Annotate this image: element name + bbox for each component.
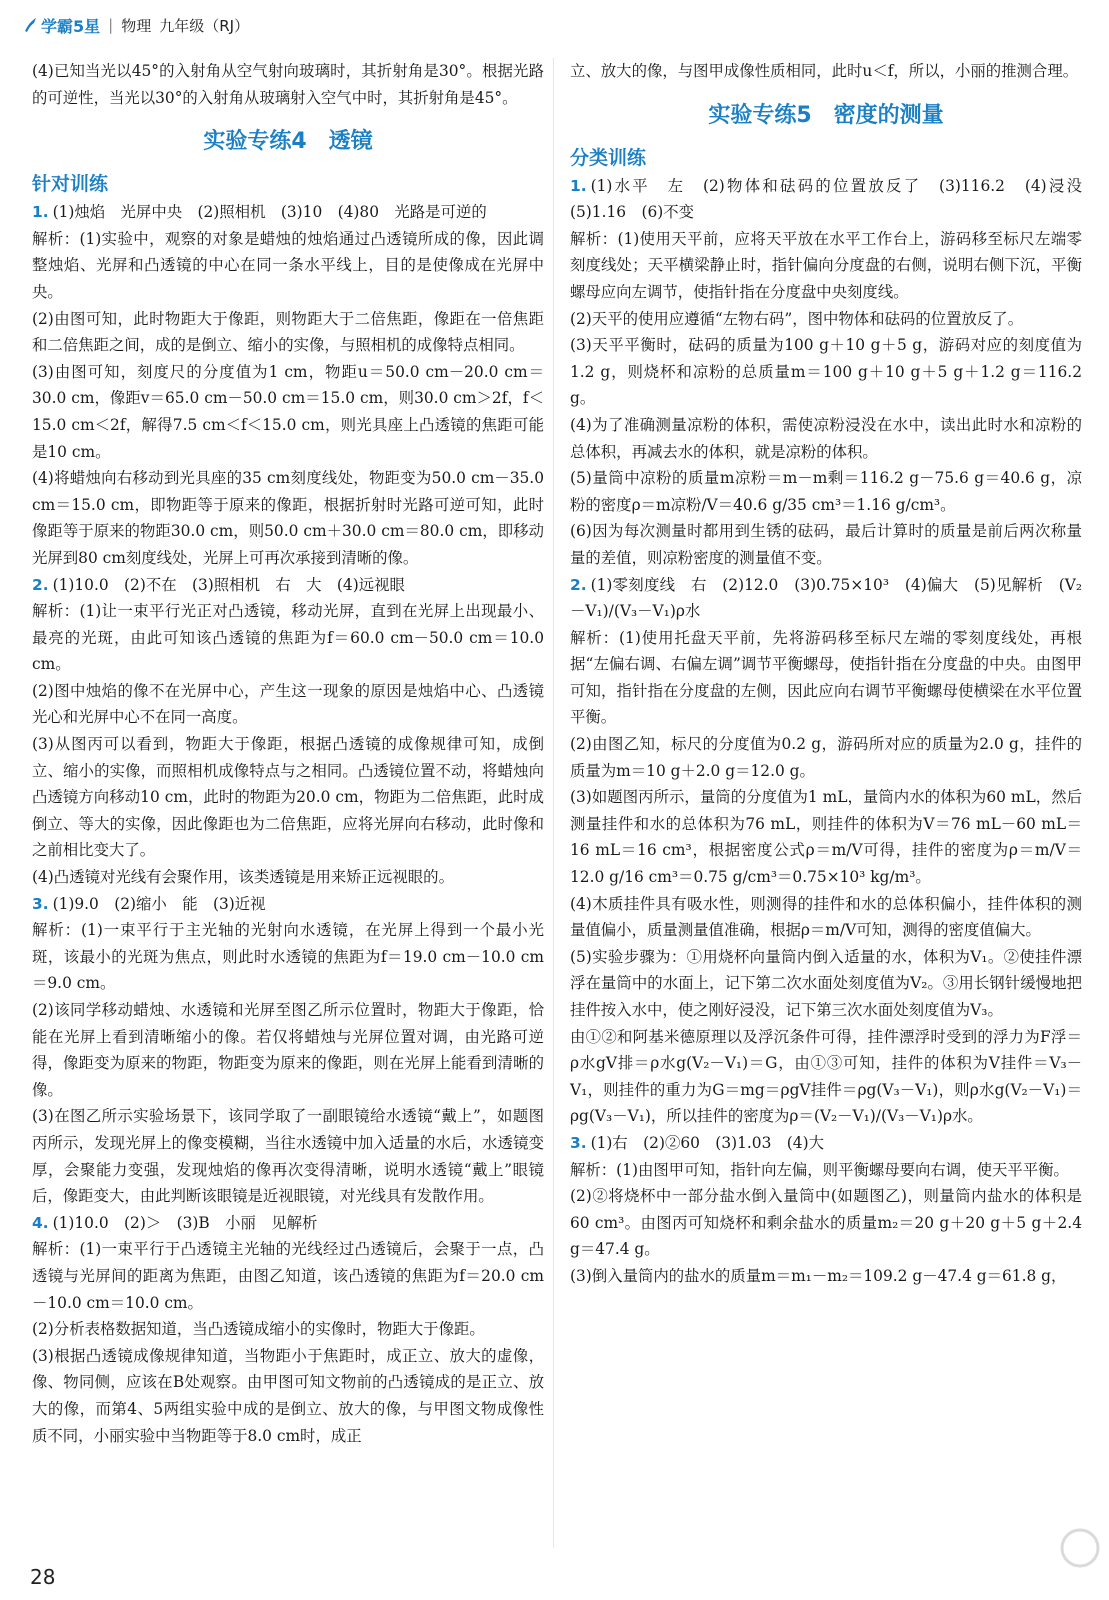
- left-paragraph: [32, 1103, 544, 1209]
- left-paragraph: [32, 891, 544, 918]
- answer-text: 由①②和阿基米德原理以及浮沉条件可得，挂件漂浮时受到的浮力为F浮＝ρ水gV排＝ρ水g(V₂－V₁)＝G，由①③可知，挂件的体积为V挂件＝V₃－V₁，则挂件的重力为G＝mg＝ρgV挂件＝ρg(V₃－V₁)，则ρ水g(V₂－V₁)＝ρg(V₃－V₁)，所以挂件的密度为ρ＝(V₂－V₁)/(V₃－V₁)ρ水。: [570, 1027, 1082, 1126]
- subsection-title-targeted-training: 针对训练: [32, 173, 109, 196]
- right-paragraph: [570, 731, 1082, 784]
- left-intro-paragraph: (4)已知当光以45°的入射角从空气射向玻璃时，其折射角是30°。根据光路的可逆性，当光以30°的入射角从玻璃射入空气中时，其折射角是45°。: [32, 62, 544, 107]
- question-number: 1.: [570, 176, 587, 195]
- question-number: 1.: [32, 203, 49, 222]
- left-paragraph: [32, 306, 544, 359]
- header-subject: 物理: [121, 16, 152, 35]
- answer-text: (2)由图乙知，标尺的分度值为0.2 g，游码所对应的质量为2.0 g，挂件的质量为m＝10 g＋2.0 g＝12.0 g。: [570, 735, 1082, 780]
- answer-text: (5)实验步骤为：①用烧杯向量筒内倒入适量的水，体积为V₁。②使挂件漂浮在量筒中的水面上，记下第二次水面处刻度值为V₂。③用长钢针缓慢地把挂件按入水中，使之刚好浸没，记下第三次水面处刻度值为V₃。: [570, 947, 1082, 1019]
- answer-text: 解析：(1)实验中，观察的对象是蜡烛的烛焰通过凸透镜所成的像，因此调整烛焰、光屏和凸透镜的中心在同一条水平线上，目的是使像成在光屏中央。: [32, 229, 544, 301]
- question-number: 4.: [32, 1213, 49, 1232]
- left-paragraph: [32, 199, 544, 226]
- left-paragraph: [32, 465, 544, 571]
- left-paragraph: [32, 731, 544, 864]
- right-paragraph: [570, 1157, 1082, 1184]
- answer-text: 解析：(1)一束平行于凸透镜主光轴的光线经过凸透镜后，会聚于一点，凸透镜与光屏间的距离为焦距，由图乙知道，该凸透镜的焦距为f＝20.0 cm－10.0 cm＝10.0 cm。: [32, 1240, 544, 1312]
- subsection-title-classified-training: 分类训练: [570, 146, 647, 169]
- answer-text: (2)天平的使用应遵循“左物右码”，图中物体和砝码的位置放反了。: [570, 309, 1024, 328]
- answer-text: (1)10.0 (2)不在 (3)照相机 右 大 (4)远视眼: [52, 575, 405, 594]
- answer-text: (3)在图乙所示实验场景下，该同学取了一副眼镜给水透镜“戴上”，如题图丙所示，发现光屏上的像变模糊，当往水透镜中加入适量的水后，水透镜变厚，会聚能力变强，发现烛焰的像再次变得清晰，说明水透镜“戴上”眼镜后，像距变大，由此判断该眼镜是近视眼镜，对光线具有发散作用。: [32, 1107, 544, 1206]
- left-column: [32, 58, 544, 1449]
- left-paragraph: [32, 1210, 544, 1237]
- left-paragraph: [32, 572, 544, 599]
- left-paragraph: [32, 598, 544, 678]
- right-paragraph: [570, 1263, 1082, 1290]
- answer-text: (3)根据凸透镜成像规律知道，当物距小于焦距时，成正立、放大的虚像，像、物同侧，应该在B处观察。由甲图可知文物前的凸透镜成的是正立、放大的像，而第4、5两组实验中成的是倒立、放大的像，与甲图文物成像性质不同，小丽实验中当物距等于8.0 cm时，成正: [32, 1346, 544, 1445]
- brand-logo: [22, 14, 100, 37]
- right-paragraph: [570, 891, 1082, 944]
- section-title-density: 实验专练5 密度的测量: [708, 102, 944, 128]
- answer-text: (6)因为每次测量时都用到生锈的砝码，最后计算时的质量是前后两次称量量的差值，则凉粉密度的测量值不变。: [570, 522, 1082, 567]
- right-paragraph: [570, 332, 1082, 412]
- right-paragraph: [570, 784, 1082, 890]
- right-paragraph: [570, 518, 1082, 571]
- answer-text: (4)凸透镜对光线有会聚作用，该类透镜是用来矫正远视眼的。: [32, 868, 454, 887]
- right-paragraph: [570, 1024, 1082, 1130]
- answer-text: (4)木质挂件具有吸水性，则测得的挂件和水的总体积偏小，挂件体积的测量值偏小，质量测量值准确，根据ρ＝m/V可知，测得的密度值偏大。: [570, 894, 1082, 940]
- column-divider: [553, 58, 554, 1548]
- brand-name: 学霸5星: [41, 16, 101, 36]
- right-paragraph: [570, 1183, 1082, 1263]
- answer-text: (5)量筒中凉粉的质量m凉粉＝m－m剩＝116.2 g－75.6 g＝40.6 g，凉粉的密度ρ＝m凉粉/V＝40.6 g/35 cm³＝1.16 g/cm³。: [570, 469, 1082, 514]
- section-title-lens: 实验专练4 透镜: [203, 129, 373, 155]
- answer-text: (3)由图可知，刻度尺的分度值为1 cm，物距u＝50.0 cm－20.0 cm＝30.0 cm，像距v＝65.0 cm－50.0 cm＝15.0 cm，则30.0 cm＞2f，f＜15.0 cm＜2f，解得7.5 cm＜f＜15.0 cm，则光具座上凸透镜的焦距可能是10 cm。: [32, 362, 544, 461]
- answer-text: (3)倒入量筒内的盐水的质量m＝m₁－m₂＝109.2 g－47.4 g＝61.8 g，: [570, 1266, 1067, 1285]
- header-grade: 九年级（RJ）: [159, 16, 250, 35]
- answer-text: 解析：(1)使用天平前，应将天平放在水平工作台上，游码移至标尺左端零刻度线处；天平横梁静止时，指针偏向分度盘的右侧，说明右侧下沉，平衡螺母应向左调节，使指针指在分度盘中央刻度线。: [570, 229, 1082, 301]
- left-paragraph: [32, 1343, 544, 1449]
- left-paragraph: [32, 1316, 544, 1343]
- question-number: 2.: [570, 575, 587, 594]
- answer-text: 解析：(1)让一束平行光正对凸透镜，移动光屏，直到在光屏上出现最小、最亮的光斑，由此可知该凸透镜的焦距为f＝60.0 cm－50.0 cm＝10.0 cm。: [32, 602, 544, 674]
- right-paragraph: [570, 306, 1082, 333]
- answer-text: (2)该同学移动蜡烛、水透镜和光屏至图乙所示位置时，物距大于像距，恰能在光屏上看到清晰缩小的像。若仅将蜡烛与光屏位置对调，由光路可逆得，像距变为原来的物距，物距变为原来的像距，则在光屏上能看到清晰的像。: [32, 1001, 544, 1099]
- answer-text: (1)烛焰 光屏中央 (2)照相机 (3)10 (4)80 光路是可逆的: [52, 203, 487, 222]
- left-paragraph: [32, 917, 544, 997]
- answer-text: (4)将蜡烛向右移动到光具座的35 cm刻度线处，物距变为50.0 cm－35.0 cm＝15.0 cm，即物距等于原来的像距，根据折射时光路可逆可知，此时像距等于原来的物距30.0 cm，则50.0 cm＋30.0 cm＝80.0 cm，即移动光屏到80 cm刻度线处，光屏上可再次承接到清晰的像。: [32, 469, 544, 567]
- right-column: [570, 58, 1098, 1290]
- header-separator: |: [108, 16, 114, 34]
- left-paragraph: [32, 997, 544, 1103]
- answer-text: (2)分析表格数据知道，当凸透镜成缩小的实像时，物距大于像距。: [32, 1320, 485, 1339]
- answer-text: (1)零刻度线 右 (2)12.0 (3)0.75×10³ (4)偏大 (5)见解析 (V₂－V₁)/(V₃－V₁)ρ水: [570, 575, 1082, 621]
- answer-text: (2)②将烧杯中一部分盐水倒入量筒中(如题图乙)，则量筒内盐水的体积是60 cm³。由图丙可知烧杯和剩余盐水的质量m₂＝20 g＋20 g＋5 g＋2.4 g＝47.4 g。: [570, 1187, 1082, 1259]
- answer-text: (2)由图可知，此时物距大于像距，则物距大于二倍焦距，像距在一倍焦距和二倍焦距之间，成的是倒立、缩小的实像，与照相机的成像特点相同。: [32, 309, 544, 355]
- question-number: 3.: [570, 1133, 587, 1152]
- right-paragraph: [570, 412, 1082, 465]
- page-number: 28: [30, 1565, 56, 1589]
- page-header: [22, 10, 249, 40]
- right-paragraph: [570, 173, 1098, 226]
- left-paragraph: [32, 359, 544, 465]
- answer-text: 解析：(1)由图甲可知，指针向左偏，则平衡螺母要向右调，使天平平衡。: [570, 1160, 1069, 1179]
- answer-text: 解析：(1)使用托盘天平前，先将游码移至标尺左端的零刻度线处，再根据“左偏右调、右偏左调”调节平衡螺母，使指针指在分度盘的中央。由图甲可知，指针指在分度盘的左侧，因此应向右调节平衡螺母使横梁在水平位置平衡。: [570, 628, 1082, 727]
- right-paragraph: [570, 572, 1082, 625]
- left-answer-list: [32, 199, 544, 1449]
- right-paragraph: [570, 465, 1082, 518]
- brand-mark-icon: [22, 16, 38, 34]
- answer-text: (1)水平 左 (2)物体和砝码的位置放反了 (3)116.2 (4)浸没 (5)1.16 (6)不变: [570, 176, 1098, 222]
- answer-text: (1)10.0 (2)＞ (3)B 小丽 见解析: [52, 1213, 318, 1232]
- left-paragraph: [32, 678, 544, 731]
- left-paragraph: [32, 1236, 544, 1316]
- right-answer-list: [570, 173, 1098, 1290]
- answer-text: (1)右 (2)②60 (3)1.03 (4)大: [590, 1133, 824, 1152]
- answer-text: 解析：(1)一束平行于主光轴的光射向水透镜，在光屏上得到一个最小光斑，该最小的光斑为焦点，则此时水透镜的焦距为f＝19.0 cm－10.0 cm＝9.0 cm。: [32, 921, 544, 993]
- question-number: 2.: [32, 575, 49, 594]
- answer-text: (3)天平平衡时，砝码的质量为100 g＋10 g＋5 g，游码对应的刻度值为1.2 g，则烧杯和凉粉的总质量m＝100 g＋10 g＋5 g＋1.2 g＝116.2 g。: [570, 336, 1082, 408]
- left-paragraph: [32, 864, 544, 891]
- answer-text: (3)如题图丙所示，量筒的分度值为1 mL，量筒内水的体积为60 mL，然后测量挂件和水的总体积为76 mL，则挂件的体积为V＝76 mL－60 mL＝16 mL＝16 cm³，根据密度公式ρ＝m/V可得，挂件的密度为ρ＝m/V＝12.0 g/16 cm³＝0.75 g/cm³＝0.75×10³ kg/m³。: [570, 788, 1082, 887]
- right-intro-paragraph: 立、放大的像，与图甲成像性质相同，此时u＜f，所以，小丽的推测合理。: [570, 62, 1079, 80]
- watermark-logo: [930, 1520, 1105, 1595]
- answer-text: (1)9.0 (2)缩小 能 (3)近视: [52, 894, 266, 913]
- question-number: 3.: [32, 894, 49, 913]
- watermark-graphic: [930, 1520, 1105, 1595]
- answer-text: (4)为了准确测量凉粉的体积，需使凉粉浸没在水中，读出此时水和凉粉的总体积，再减去水的体积，就是凉粉的体积。: [570, 415, 1082, 461]
- left-paragraph: [32, 226, 544, 306]
- answer-text: (3)从图丙可以看到，物距大于像距，根据凸透镜的成像规律可知，成倒立、缩小的实像，而照相机成像特点与之相同。凸透镜位置不动，将蜡烛向凸透镜方向移动10 cm，此时的物距为20.0 cm，物距为二倍焦距，此时成倒立、等大的实像，因此像距也为二倍焦距，应将光屏向右移动，此时像和之前相比变大了。: [32, 735, 544, 860]
- answer-text: (2)图中烛焰的像不在光屏中心，产生这一现象的原因是烛焰中心、凸透镜光心和光屏中心不在同一高度。: [32, 681, 544, 727]
- right-paragraph: [570, 625, 1082, 731]
- right-paragraph: [570, 1130, 1082, 1157]
- right-paragraph: [570, 944, 1082, 1024]
- right-paragraph: [570, 226, 1082, 306]
